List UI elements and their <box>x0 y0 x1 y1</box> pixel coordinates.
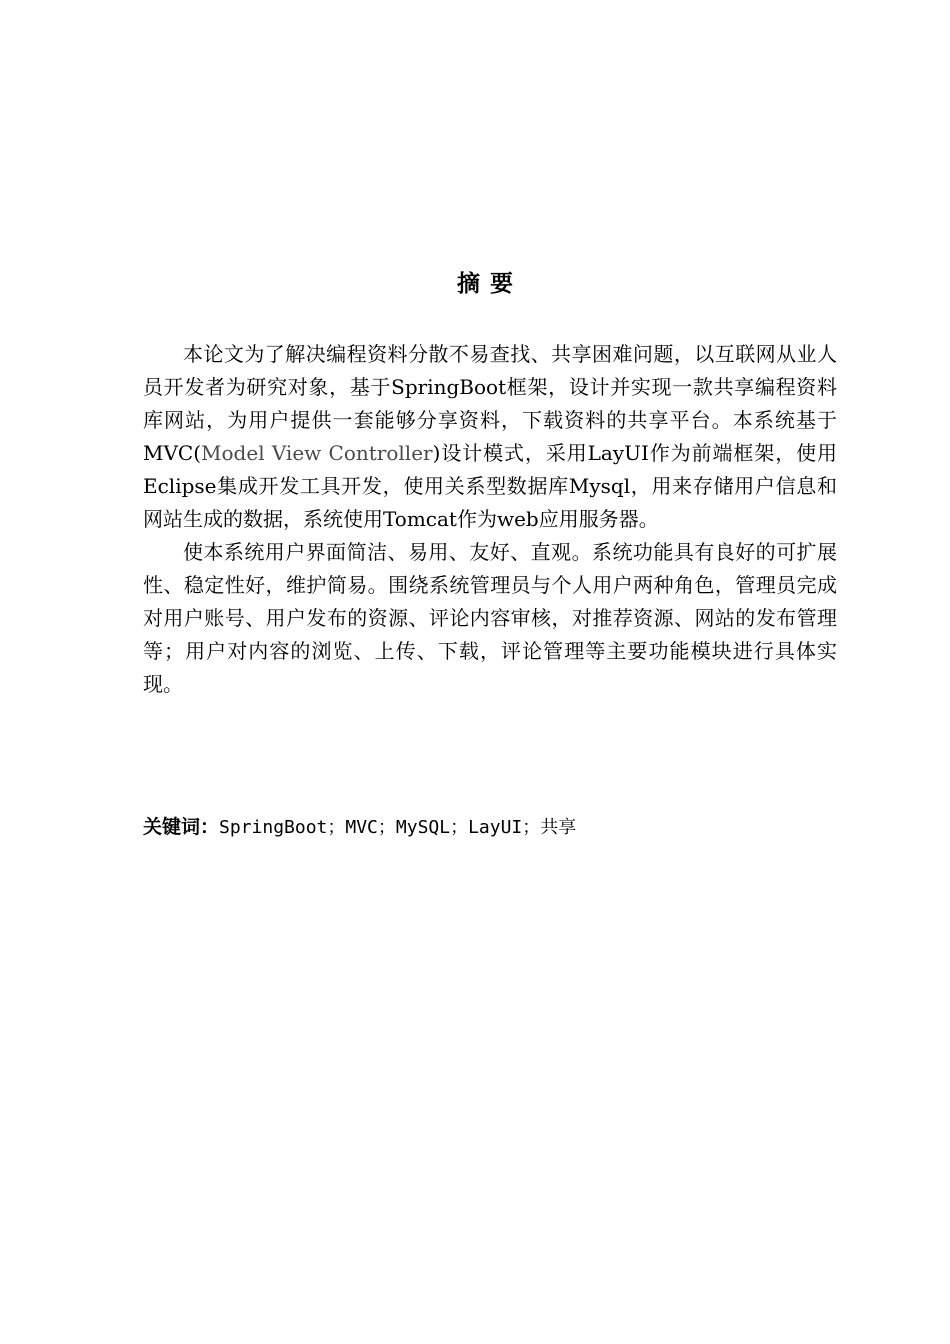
paragraph-1-text-a: 本论文为了解决编程资料分散不易查找、共享困难问题，以互联网从业人员开发者为研究对象，基于SpringBoot框架，设计并实现一款共享编程资料库网站，为用户提供一套能够分享资料，下载资料的共享平台。本系统基于MVC( <box>143 342 837 465</box>
keywords-value: SpringBoot；MVC；MySQL；LayUI；共享 <box>219 817 577 838</box>
abstract-title: 摘要 <box>457 271 523 297</box>
keywords-label: 关键词： <box>143 816 220 838</box>
keywords-line <box>143 812 837 843</box>
abstract-body <box>143 338 837 701</box>
paragraph-1-text-b: )设计模式，采用LayUI作为前端框架，使用Eclipse集成开发工具开发，使用关系型数据库Mysql，用来存储用户信息和网站生成的数据，系统使用Tomcat作为web应用服务器。 <box>143 441 838 531</box>
mvc-expansion-text: Model View Controller <box>201 441 433 465</box>
abstract-paragraph-2: 使本系统用户界面简洁、易用、友好、直观。系统功能具有良好的可扩展性、稳定性好，维护简易。围绕系统管理员与个人用户两种角色，管理员完成对用户账号、用户发布的资源、评论内容审核，对推荐资源、网站的发布管理等；用户对内容的浏览、上传、下载，评论管理等主要功能模块进行具体实现。 <box>143 540 837 696</box>
abstract-paragraph-1 <box>143 338 837 536</box>
